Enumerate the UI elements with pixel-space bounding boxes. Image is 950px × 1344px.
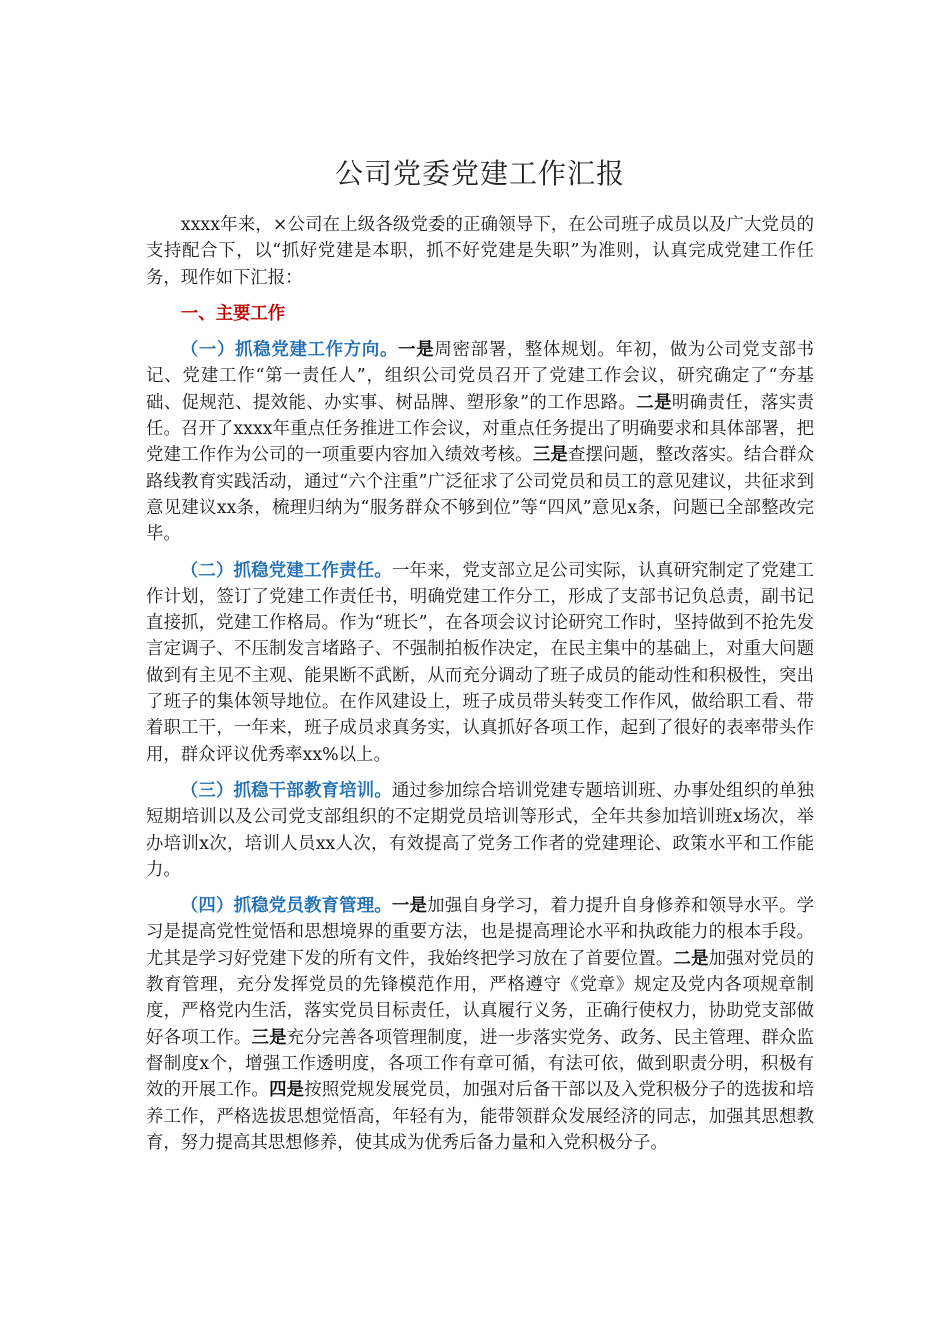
point-text: 加强自身学习，着力提升自身修养和领导水平。学习是提高党性觉悟和思想境界的重要方法，也是提高理论水平和执政能力的根本手段。尤其是学习好党建下发的所有文件，我始终把学习放在了首要位置。 <box>146 896 814 969</box>
point-lead: 二是 <box>673 948 709 969</box>
work-item-title: （四）抓稳党员教育管理。 <box>180 896 392 917</box>
intro-paragraph: xxxx年来，×公司在上级各级党委的正确领导下，在公司班子成员以及广大党员的支持配合下，以“抓好党建是本职，抓不好党建是失职”为准则，认真完成党建工作任务，现作如下汇报： <box>146 215 814 288</box>
document-body <box>146 150 814 1166</box>
point-text: 通过参加综合培训党建专题培训班、办事处组织的单独短期培训以及公司党支部组织的不定期党员培训等形式，全年共参加培训班x场次，举办培训x次，培训人员xx人次，有效提高了党务工作者的党建理论、政策水平和工作能力。 <box>146 780 814 880</box>
work-item-title: （三）抓稳干部教育培训。 <box>180 780 392 801</box>
work-item-paragraph-2 <box>146 558 814 768</box>
point-lead: 三是 <box>251 1027 287 1048</box>
point-text: 一年来，党支部立足公司实际，认真研究制定了党建工作计划，签订了党建工作责任书，明确党建工作分工，形成了支部书记负总责，副书记直接抓，党建工作格局。作为“班长”，在各项会议讨论研究工作时，坚持做到不抢先发言定调子、不压制发言堵路子、不强制拍板作决定，在民主集中的基础上，对重大问题做到有主见不主观、能果断不武断，从而充分调动了班子成员的能动性和积极性，突出了班子的集体领导地位。在作风建设上，班子成员带头转变工作作风，做给职工看、带着职工干，一年来，班子成员求真务实，认真抓好各项工作，起到了很好的表率带头作用，群众评议优秀率xx%以上。 <box>146 560 814 765</box>
work-item-title: （二）抓稳党建工作责任。 <box>180 560 392 581</box>
point-text: 查摆问题，整改落实。结合群众路线教育实践活动，通过“六个注重”广泛征求了公司党员和员工的意见建议，共征求到意见建议xx条，梳理归纳为“服务群众不够到位”等“四风”意见x条，问题已全部整改完毕。 <box>146 445 814 545</box>
point-text: 明确责任，落实责任。召开了xxxx年重点任务推进工作会议，对重点任务提出了明确要求和具体部署，把党建工作作为公司的一项重要内容加入绩效考核。 <box>146 392 814 466</box>
document-title: 公司党委党建工作汇报 <box>334 157 625 190</box>
point-text: 按照党规发展党员，加强对后备干部以及入党积极分子的选拔和培养工作，严格选拔思想觉悟高，年轻有为，能带领群众发展经济的同志，加强其思想教育，努力提高其思想修养，使其成为优秀后备力量和入党积极分子。 <box>146 1080 814 1153</box>
section-heading-main-work: 一、主要工作 <box>180 303 286 324</box>
point-lead: 三是 <box>532 445 568 466</box>
work-item-paragraph-4 <box>146 893 814 1156</box>
point-text: 充分完善各项管理制度，进一步落实党务、政务、民主管理、群众监督制度x个，增强工作透明度，各项工作有章可循，有法可依，做到职责分明，积极有效的开展工作。 <box>146 1027 814 1101</box>
work-item-paragraph-1 <box>146 337 814 547</box>
point-text: 加强对党员的教育管理，充分发挥党员的先锋模范作用，严格遵守《党章》规定及党内各项规章制度，严格党内生活，落实党员目标责任，认真履行义务，正确行使权力，协助党支部做好各项工作。 <box>146 948 814 1048</box>
point-lead: 一是 <box>391 896 428 917</box>
point-lead: 四是 <box>269 1080 305 1101</box>
work-item-title: （一）抓稳党建工作方向。 <box>180 340 399 361</box>
point-text: 周密部署，整体规划。年初，做为公司党支部书记、党建工作“第一责任人”，组织公司党员召开了党建工作会议，研究确定了“夯基础、促规范、提效能、办实事、树品牌、塑形象”的工作思路。 <box>146 340 814 413</box>
work-item-paragraph-3 <box>146 778 814 883</box>
point-lead: 二是 <box>636 392 672 413</box>
point-lead: 一是 <box>398 340 435 361</box>
